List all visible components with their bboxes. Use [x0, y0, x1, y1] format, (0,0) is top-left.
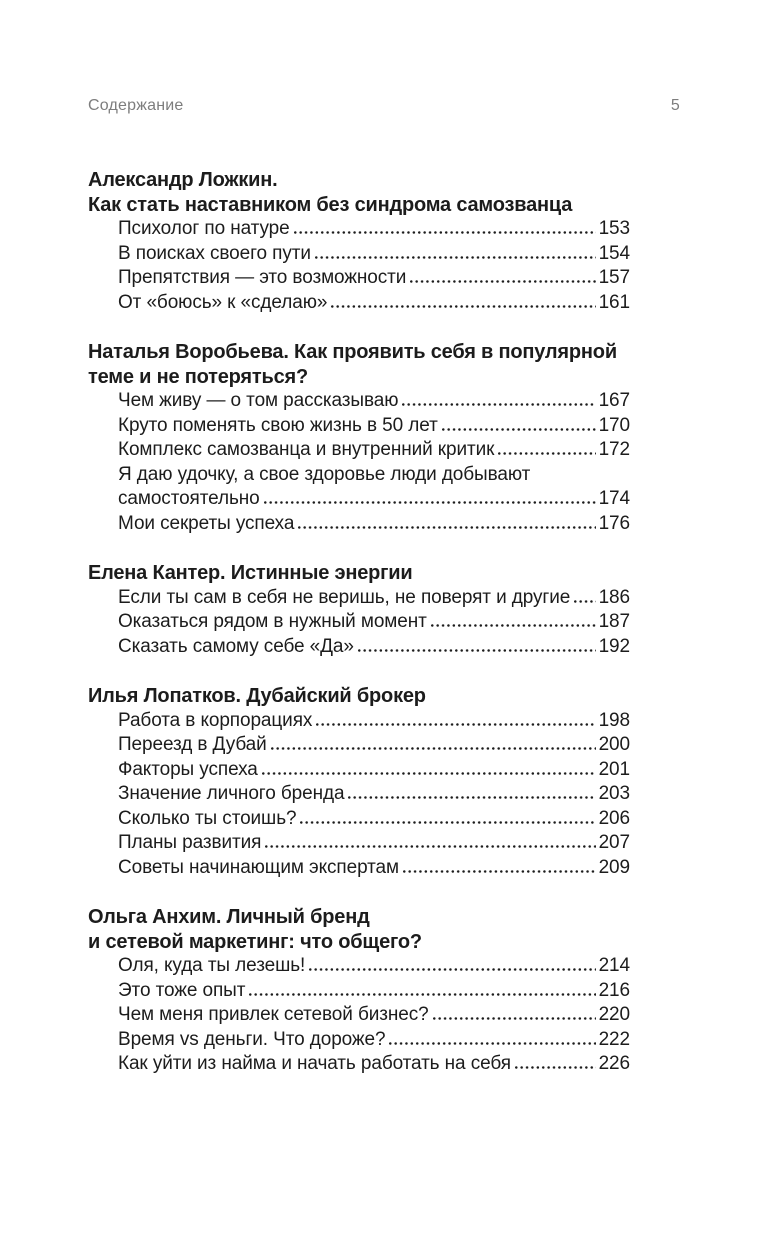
toc-entry	[88, 733, 630, 758]
toc-entry-page: 170	[598, 414, 630, 436]
toc-section	[88, 168, 630, 315]
toc	[0, 168, 768, 1077]
toc-entry-title: Факторы успеха	[118, 758, 258, 780]
toc-entry	[88, 291, 630, 316]
toc-entry	[88, 1028, 630, 1053]
toc-entry	[88, 979, 630, 1004]
toc-entry-page: 201	[598, 758, 630, 780]
toc-entry	[88, 831, 630, 856]
toc-entry	[88, 512, 630, 537]
toc-entry-title: В поисках своего пути	[118, 242, 311, 264]
toc-entry-page: 192	[598, 635, 630, 657]
toc-entry-page: 220	[598, 1004, 630, 1025]
toc-entry-title: Оля, куда ты лезешь!	[118, 955, 306, 976]
toc-entry	[88, 217, 630, 242]
toc-entry-page: 200	[598, 734, 630, 755]
section-title-line: Елена Кантер. Истинные энергии	[88, 562, 413, 584]
toc-section	[88, 905, 630, 1077]
toc-entry	[88, 954, 630, 979]
toc-entry-title: Сказать самому себе «Да»	[118, 635, 354, 657]
section-title	[88, 168, 630, 217]
section-title-line: Ольга Анхим. Личный бренд	[88, 906, 370, 928]
section-title	[88, 340, 630, 389]
toc-entry-page: 174	[598, 488, 630, 509]
toc-entry-title: Работа в корпорациях	[118, 709, 313, 731]
section-title-line: теме и не потеряться?	[88, 365, 308, 388]
toc-entry-wrapped-line: Я даю удочку, а свое здоровье люди добывают	[118, 463, 531, 485]
toc-entry-page: 214	[598, 955, 630, 976]
toc-entry-title: самостоятельно	[118, 488, 260, 509]
toc-entry-title: Это тоже опыт	[118, 979, 246, 1001]
section-title-line: Илья Лопатков. Дубайский брокер	[88, 685, 426, 707]
toc-entry	[88, 438, 630, 463]
toc-entry-title: Время vs деньги. Что дороже?	[118, 1028, 386, 1050]
toc-entry-page: 154	[598, 242, 630, 264]
toc-entry-title: От «боюсь» к «сделаю»	[118, 291, 328, 313]
page-number: 5	[670, 97, 680, 114]
toc-entry-page: 198	[598, 709, 630, 731]
toc-entry	[88, 242, 630, 267]
toc-entry-title: Препятствия — это возможности	[118, 267, 407, 288]
toc-entry-page: 226	[598, 1053, 630, 1074]
toc-entry	[88, 389, 630, 414]
toc-entry-page: 157	[598, 267, 630, 288]
toc-entry-title: Комплекс самозванца и внутренний критик	[118, 439, 495, 460]
toc-section	[88, 561, 630, 659]
toc-entry-page: 172	[598, 439, 630, 460]
toc-entry-title: Переезд в Дубай	[118, 734, 267, 755]
section-title	[88, 684, 630, 709]
section-title-line: и сетевой маркетинг: что общего?	[88, 930, 422, 953]
toc-entry-page: 167	[598, 390, 630, 411]
toc-entry	[88, 586, 630, 611]
toc-entry-title: Сколько ты стоишь?	[118, 807, 297, 829]
toc-entry-title: Круто поменять свою жизнь в 50 лет	[118, 414, 438, 436]
toc-entry	[88, 807, 630, 832]
toc-entry-page: 161	[598, 291, 630, 313]
toc-entry-page: 203	[598, 783, 630, 804]
toc-section	[88, 684, 630, 880]
toc-entry	[88, 414, 630, 439]
toc-entry	[88, 266, 630, 291]
toc-entry-page: 207	[598, 832, 630, 853]
section-title	[88, 561, 630, 586]
toc-entry-page: 153	[598, 218, 630, 239]
toc-section	[88, 340, 630, 536]
running-title: Содержание	[88, 97, 184, 114]
toc-entry-title: Как уйти из найма и начать работать на себя	[118, 1053, 511, 1074]
toc-entry-title: Если ты сам в себя не веришь, не поверят и другие	[118, 586, 571, 608]
toc-entry-page: 222	[598, 1028, 630, 1050]
section-title-line: Александр Ложкин.	[88, 169, 278, 191]
section-title-line: Наталья Воробьева. Как проявить себя в популярной	[88, 341, 617, 363]
section-title	[88, 905, 630, 954]
toc-entry-page: 176	[598, 512, 630, 534]
toc-entry-title: Планы развития	[118, 832, 262, 853]
toc-entry	[88, 758, 630, 783]
toc-entry-page: 186	[598, 586, 630, 608]
toc-entry-title: Значение личного бренда	[118, 783, 345, 804]
toc-entry	[88, 610, 630, 635]
toc-entry-title: Психолог по натуре	[118, 218, 290, 239]
toc-entry-title: Чем живу — о том рассказываю	[118, 390, 399, 411]
page-header	[0, 0, 768, 116]
toc-entry-page: 206	[598, 807, 630, 829]
toc-entry-page: 216	[598, 979, 630, 1001]
toc-entry	[88, 709, 630, 734]
toc-entry-page: 187	[598, 611, 630, 632]
toc-entry-title: Мои секреты успеха	[118, 512, 295, 534]
toc-entry	[88, 635, 630, 660]
toc-entry	[88, 1003, 630, 1028]
toc-entry	[88, 487, 630, 512]
toc-entry-title: Советы начинающим экспертам	[118, 856, 399, 878]
toc-entry	[88, 782, 630, 807]
toc-entry	[88, 1052, 630, 1077]
toc-entry-page: 209	[598, 856, 630, 878]
toc-entry	[88, 856, 630, 881]
toc-entry-title: Чем меня привлек сетевой бизнес?	[118, 1004, 429, 1025]
section-title-line: Как стать наставником без синдрома самозванца	[88, 193, 573, 216]
toc-entry-title: Оказаться рядом в нужный момент	[118, 611, 427, 632]
